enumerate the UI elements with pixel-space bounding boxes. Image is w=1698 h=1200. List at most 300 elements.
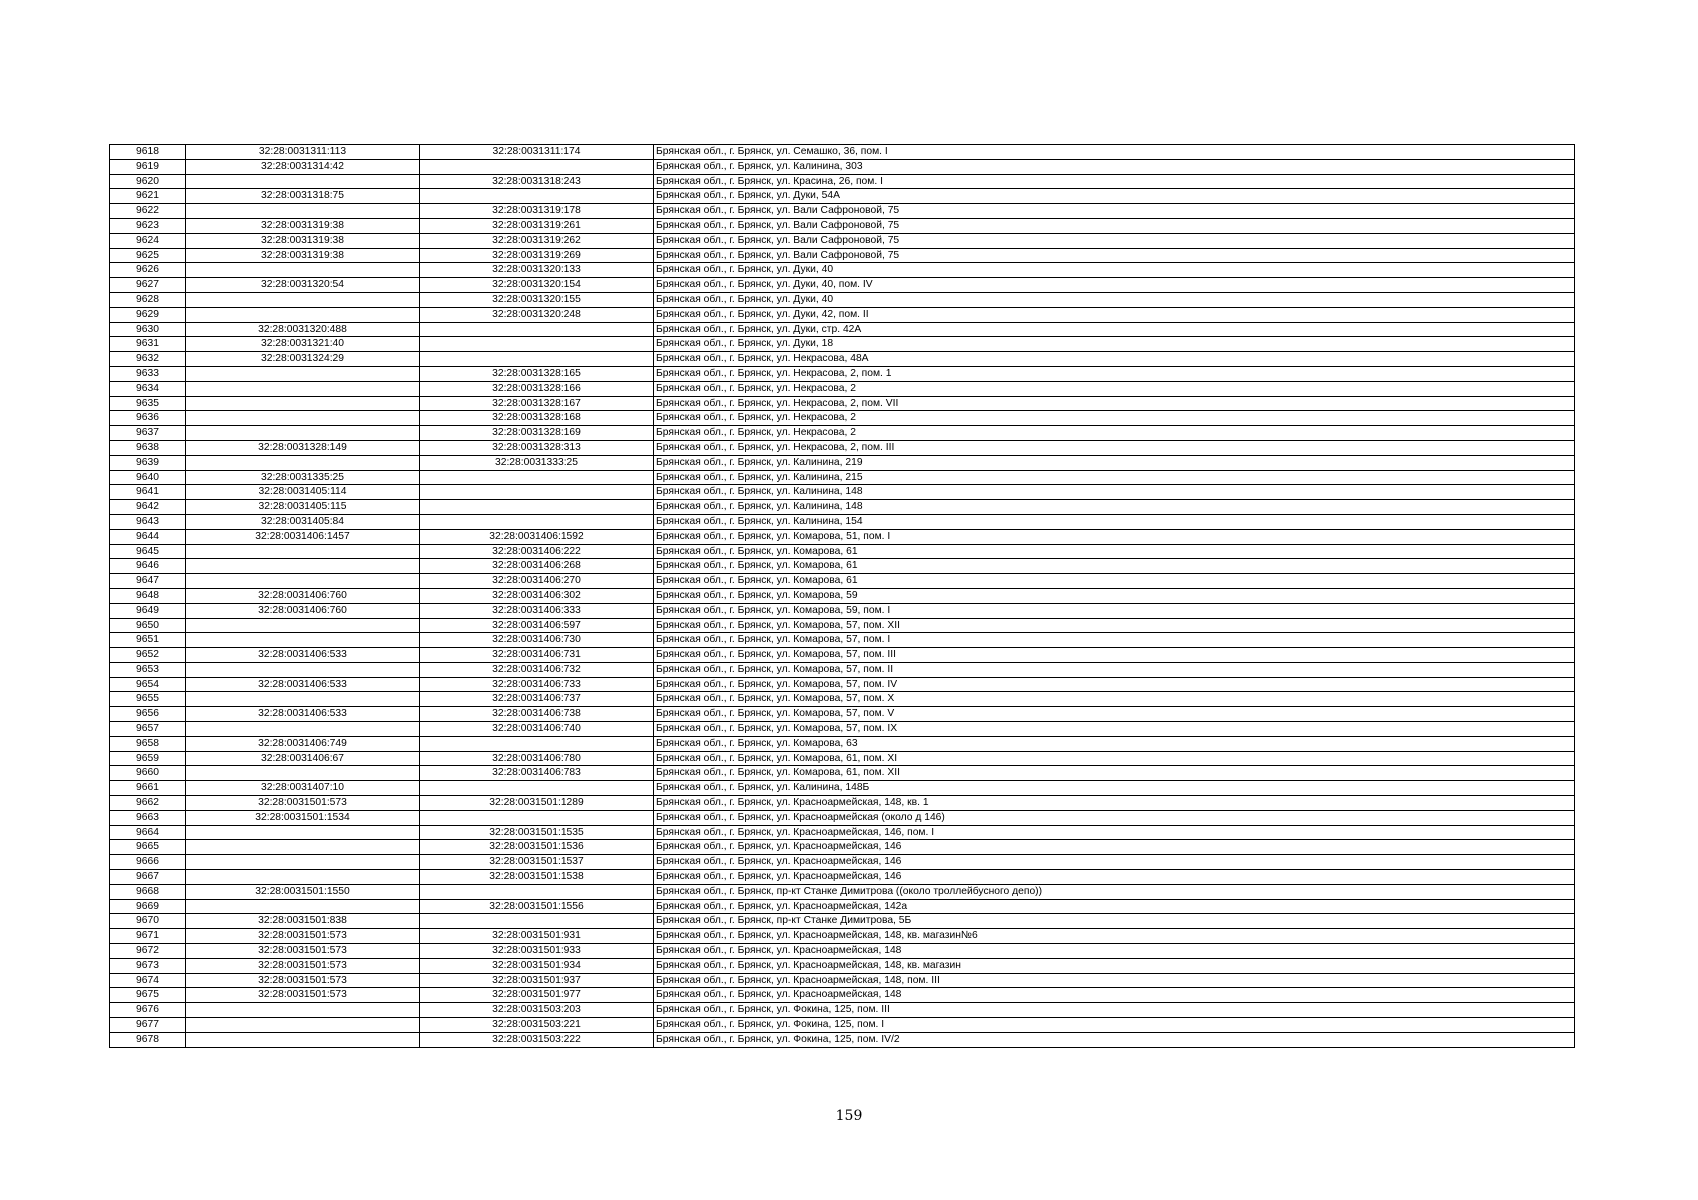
cadastral-number-object-cell: 32:28:0031406:1592 — [420, 529, 654, 544]
address-cell: Брянская обл., г. Брянск, ул. Фокина, 125, пом. I — [654, 1018, 1575, 1033]
address-cell: Брянская обл., г. Брянск, ул. Некрасова, 2, пом. III — [654, 440, 1575, 455]
table-row — [110, 292, 1575, 307]
table-row — [110, 914, 1575, 929]
row-number-cell: 9667 — [110, 870, 186, 885]
table-row — [110, 781, 1575, 796]
row-number-cell: 9619 — [110, 159, 186, 174]
table-row — [110, 648, 1575, 663]
cadastral-number-parcel-cell — [186, 633, 420, 648]
cadastral-number-object-cell: 32:28:0031319:261 — [420, 218, 654, 233]
address-cell: Брянская обл., г. Брянск, ул. Красноармейская, 146, пом. I — [654, 825, 1575, 840]
cadastral-number-parcel-cell: 32:28:0031328:149 — [186, 440, 420, 455]
address-cell: Брянская обл., г. Брянск, ул. Некрасова, 2 — [654, 411, 1575, 426]
cadastral-number-parcel-cell: 32:28:0031318:75 — [186, 189, 420, 204]
table-row — [110, 189, 1575, 204]
cadastral-number-parcel-cell: 32:28:0031311:113 — [186, 145, 420, 160]
cadastral-number-object-cell: 32:28:0031501:977 — [420, 988, 654, 1003]
address-cell: Брянская обл., г. Брянск, ул. Комарова, 57, пом. II — [654, 662, 1575, 677]
cadastral-number-parcel-cell — [186, 366, 420, 381]
table-row — [110, 396, 1575, 411]
cadastral-number-object-cell: 32:28:0031501:933 — [420, 944, 654, 959]
table-row — [110, 544, 1575, 559]
cadastral-number-object-cell: 32:28:0031328:165 — [420, 366, 654, 381]
row-number-cell: 9651 — [110, 633, 186, 648]
cadastral-number-object-cell: 32:28:0031406:733 — [420, 677, 654, 692]
cadastral-number-object-cell: 32:28:0031406:731 — [420, 648, 654, 663]
cadastral-number-object-cell: 32:28:0031406:270 — [420, 574, 654, 589]
address-cell: Брянская обл., г. Брянск, ул. Красноармейская, 148, пом. III — [654, 973, 1575, 988]
table-row — [110, 411, 1575, 426]
address-cell: Брянская обл., г. Брянск, ул. Некрасова, 48А — [654, 352, 1575, 367]
cadastral-number-object-cell: 32:28:0031501:931 — [420, 929, 654, 944]
address-cell: Брянская обл., г. Брянск, ул. Дуки, 42, пом. II — [654, 307, 1575, 322]
cadastral-number-parcel-cell — [186, 307, 420, 322]
cadastral-number-parcel-cell — [186, 899, 420, 914]
row-number-cell: 9678 — [110, 1032, 186, 1047]
row-number-cell: 9645 — [110, 544, 186, 559]
row-number-cell: 9663 — [110, 810, 186, 825]
cadastral-number-object-cell: 32:28:0031501:1556 — [420, 899, 654, 914]
row-number-cell: 9671 — [110, 929, 186, 944]
cadastral-number-parcel-cell — [186, 574, 420, 589]
row-number-cell: 9618 — [110, 145, 186, 160]
address-cell: Брянская обл., г. Брянск, ул. Комарова, 61, пом. XII — [654, 766, 1575, 781]
cadastral-number-object-cell: 32:28:0031503:203 — [420, 1003, 654, 1018]
cadastral-number-object-cell: 32:28:0031501:1537 — [420, 855, 654, 870]
table-row — [110, 159, 1575, 174]
table-row — [110, 263, 1575, 278]
cadastral-number-object-cell: 32:28:0031333:25 — [420, 455, 654, 470]
row-number-cell: 9620 — [110, 174, 186, 189]
cadastral-number-parcel-cell — [186, 426, 420, 441]
address-cell: Брянская обл., г. Брянск, ул. Дуки, 54А — [654, 189, 1575, 204]
address-cell: Брянская обл., г. Брянск, ул. Дуки, 40 — [654, 263, 1575, 278]
cadastral-number-parcel-cell: 32:28:0031501:573 — [186, 944, 420, 959]
table-row — [110, 559, 1575, 574]
cadastral-number-object-cell: 32:28:0031311:174 — [420, 145, 654, 160]
table-row — [110, 337, 1575, 352]
table-row — [110, 322, 1575, 337]
address-cell: Брянская обл., г. Брянск, ул. Комарова, 57, пом. XII — [654, 618, 1575, 633]
cadastral-number-parcel-cell — [186, 559, 420, 574]
address-cell: Брянская обл., г. Брянск, ул. Красноармейская, 148 — [654, 944, 1575, 959]
row-number-cell: 9625 — [110, 248, 186, 263]
address-cell: Брянская обл., г. Брянск, ул. Комарова, 61 — [654, 574, 1575, 589]
cadastral-number-parcel-cell: 32:28:0031501:573 — [186, 958, 420, 973]
cadastral-number-parcel-cell: 32:28:0031501:573 — [186, 973, 420, 988]
address-cell: Брянская обл., г. Брянск, ул. Комарова, 61 — [654, 559, 1575, 574]
cadastral-number-parcel-cell: 32:28:0031319:38 — [186, 248, 420, 263]
cadastral-number-parcel-cell: 32:28:0031406:533 — [186, 677, 420, 692]
address-cell: Брянская обл., г. Брянск, ул. Красноармейская (около д 146) — [654, 810, 1575, 825]
cadastral-number-parcel-cell: 32:28:0031406:533 — [186, 648, 420, 663]
row-number-cell: 9662 — [110, 796, 186, 811]
cadastral-number-object-cell — [420, 500, 654, 515]
cadastral-number-object-cell — [420, 781, 654, 796]
row-number-cell: 9646 — [110, 559, 186, 574]
address-cell: Брянская обл., г. Брянск, ул. Комарова, 61, пом. XI — [654, 751, 1575, 766]
registry-table — [109, 144, 1575, 1048]
cadastral-number-parcel-cell: 32:28:0031501:1550 — [186, 884, 420, 899]
address-cell: Брянская обл., г. Брянск, ул. Красноармейская, 148, кв. магазин№6 — [654, 929, 1575, 944]
cadastral-number-parcel-cell: 32:28:0031319:38 — [186, 218, 420, 233]
row-number-cell: 9638 — [110, 440, 186, 455]
cadastral-number-object-cell: 32:28:0031406:780 — [420, 751, 654, 766]
row-number-cell: 9674 — [110, 973, 186, 988]
row-number-cell: 9669 — [110, 899, 186, 914]
cadastral-number-object-cell: 32:28:0031320:248 — [420, 307, 654, 322]
cadastral-number-object-cell — [420, 884, 654, 899]
cadastral-number-object-cell — [420, 514, 654, 529]
cadastral-number-parcel-cell — [186, 618, 420, 633]
cadastral-number-object-cell: 32:28:0031320:133 — [420, 263, 654, 278]
cadastral-number-object-cell — [420, 470, 654, 485]
row-number-cell: 9643 — [110, 514, 186, 529]
cadastral-number-parcel-cell — [186, 840, 420, 855]
cadastral-number-parcel-cell — [186, 455, 420, 470]
address-cell: Брянская обл., г. Брянск, ул. Некрасова, 2 — [654, 381, 1575, 396]
cadastral-number-parcel-cell: 32:28:0031324:29 — [186, 352, 420, 367]
address-cell: Брянская обл., г. Брянск, ул. Дуки, 40, пом. IV — [654, 278, 1575, 293]
cadastral-number-object-cell: 32:28:0031503:222 — [420, 1032, 654, 1047]
table-row — [110, 455, 1575, 470]
row-number-cell: 9644 — [110, 529, 186, 544]
cadastral-number-parcel-cell — [186, 381, 420, 396]
table-row — [110, 278, 1575, 293]
cadastral-number-parcel-cell: 32:28:0031501:1534 — [186, 810, 420, 825]
row-number-cell: 9647 — [110, 574, 186, 589]
address-cell: Брянская обл., г. Брянск, ул. Калинина, 148 — [654, 500, 1575, 515]
address-cell: Брянская обл., г. Брянск, пр-кт Станке Димитрова ((около троллейбусного депо)) — [654, 884, 1575, 899]
table-row — [110, 855, 1575, 870]
address-cell: Брянская обл., г. Брянск, ул. Комарова, 51, пом. I — [654, 529, 1575, 544]
table-row — [110, 145, 1575, 160]
cadastral-number-object-cell: 32:28:0031320:155 — [420, 292, 654, 307]
cadastral-number-object-cell: 32:28:0031406:730 — [420, 633, 654, 648]
cadastral-number-parcel-cell: 32:28:0031407:10 — [186, 781, 420, 796]
cadastral-number-object-cell — [420, 159, 654, 174]
table-row — [110, 352, 1575, 367]
cadastral-number-parcel-cell: 32:28:0031335:25 — [186, 470, 420, 485]
table-row — [110, 588, 1575, 603]
cadastral-number-parcel-cell: 32:28:0031406:760 — [186, 588, 420, 603]
cadastral-number-parcel-cell: 32:28:0031501:573 — [186, 796, 420, 811]
address-cell: Брянская обл., г. Брянск, ул. Красноармейская, 148, кв. 1 — [654, 796, 1575, 811]
cadastral-number-parcel-cell — [186, 870, 420, 885]
cadastral-number-object-cell: 32:28:0031328:166 — [420, 381, 654, 396]
table-row — [110, 958, 1575, 973]
table-row — [110, 662, 1575, 677]
cadastral-number-parcel-cell: 32:28:0031321:40 — [186, 337, 420, 352]
cadastral-number-parcel-cell — [186, 1003, 420, 1018]
cadastral-number-parcel-cell — [186, 411, 420, 426]
row-number-cell: 9673 — [110, 958, 186, 973]
registry-table-body — [110, 145, 1575, 1048]
cadastral-number-object-cell: 32:28:0031501:1289 — [420, 796, 654, 811]
address-cell: Брянская обл., г. Брянск, ул. Комарова, 57, пом. V — [654, 707, 1575, 722]
cadastral-number-parcel-cell: 32:28:0031320:54 — [186, 278, 420, 293]
cadastral-number-object-cell: 32:28:0031406:222 — [420, 544, 654, 559]
row-number-cell: 9652 — [110, 648, 186, 663]
cadastral-number-object-cell: 32:28:0031501:934 — [420, 958, 654, 973]
row-number-cell: 9642 — [110, 500, 186, 515]
table-row — [110, 944, 1575, 959]
table-row — [110, 751, 1575, 766]
address-cell: Брянская обл., г. Брянск, ул. Комарова, 57, пом. X — [654, 692, 1575, 707]
row-number-cell: 9631 — [110, 337, 186, 352]
address-cell: Брянская обл., г. Брянск, ул. Дуки, 18 — [654, 337, 1575, 352]
row-number-cell: 9634 — [110, 381, 186, 396]
cadastral-number-object-cell — [420, 810, 654, 825]
row-number-cell: 9632 — [110, 352, 186, 367]
address-cell: Брянская обл., г. Брянск, ул. Красноармейская, 146 — [654, 840, 1575, 855]
table-row — [110, 426, 1575, 441]
cadastral-number-object-cell: 32:28:0031328:313 — [420, 440, 654, 455]
row-number-cell: 9640 — [110, 470, 186, 485]
row-number-cell: 9635 — [110, 396, 186, 411]
address-cell: Брянская обл., г. Брянск, ул. Калинина, 219 — [654, 455, 1575, 470]
row-number-cell: 9661 — [110, 781, 186, 796]
table-row — [110, 722, 1575, 737]
table-row — [110, 884, 1575, 899]
table-row — [110, 929, 1575, 944]
address-cell: Брянская обл., г. Брянск, ул. Калинина, 215 — [654, 470, 1575, 485]
row-number-cell: 9623 — [110, 218, 186, 233]
address-cell: Брянская обл., г. Брянск, ул. Комарова, 57, пом. I — [654, 633, 1575, 648]
cadastral-number-object-cell: 32:28:0031406:268 — [420, 559, 654, 574]
row-number-cell: 9641 — [110, 485, 186, 500]
cadastral-number-parcel-cell: 32:28:0031501:573 — [186, 988, 420, 1003]
cadastral-number-object-cell — [420, 189, 654, 204]
table-row — [110, 633, 1575, 648]
table-row — [110, 899, 1575, 914]
cadastral-number-parcel-cell — [186, 292, 420, 307]
row-number-cell: 9670 — [110, 914, 186, 929]
table-row — [110, 366, 1575, 381]
cadastral-number-object-cell: 32:28:0031406:740 — [420, 722, 654, 737]
row-number-cell: 9665 — [110, 840, 186, 855]
cadastral-number-object-cell: 32:28:0031501:937 — [420, 973, 654, 988]
cadastral-number-parcel-cell: 32:28:0031319:38 — [186, 233, 420, 248]
table-row — [110, 381, 1575, 396]
cadastral-number-object-cell — [420, 736, 654, 751]
row-number-cell: 9637 — [110, 426, 186, 441]
cadastral-number-parcel-cell — [186, 662, 420, 677]
cadastral-number-parcel-cell: 32:28:0031406:749 — [186, 736, 420, 751]
row-number-cell: 9624 — [110, 233, 186, 248]
row-number-cell: 9621 — [110, 189, 186, 204]
row-number-cell: 9648 — [110, 588, 186, 603]
address-cell: Брянская обл., г. Брянск, ул. Красноармейская, 148, кв. магазин — [654, 958, 1575, 973]
cadastral-number-parcel-cell: 32:28:0031501:838 — [186, 914, 420, 929]
table-row — [110, 233, 1575, 248]
cadastral-number-object-cell: 32:28:0031406:597 — [420, 618, 654, 633]
cadastral-number-parcel-cell: 32:28:0031406:67 — [186, 751, 420, 766]
table-row — [110, 736, 1575, 751]
cadastral-number-parcel-cell: 32:28:0031405:114 — [186, 485, 420, 500]
table-row — [110, 766, 1575, 781]
address-cell: Брянская обл., г. Брянск, ул. Некрасова, 2, пом. VII — [654, 396, 1575, 411]
address-cell: Брянская обл., г. Брянск, ул. Вали Сафроновой, 75 — [654, 204, 1575, 219]
cadastral-number-object-cell: 32:28:0031501:1535 — [420, 825, 654, 840]
row-number-cell: 9627 — [110, 278, 186, 293]
cadastral-number-parcel-cell — [186, 766, 420, 781]
row-number-cell: 9630 — [110, 322, 186, 337]
row-number-cell: 9649 — [110, 603, 186, 618]
cadastral-number-object-cell: 32:28:0031319:178 — [420, 204, 654, 219]
cadastral-number-parcel-cell: 32:28:0031406:1457 — [186, 529, 420, 544]
table-row — [110, 707, 1575, 722]
table-row — [110, 825, 1575, 840]
cadastral-number-object-cell — [420, 485, 654, 500]
cadastral-number-object-cell — [420, 352, 654, 367]
cadastral-number-object-cell: 32:28:0031406:333 — [420, 603, 654, 618]
address-cell: Брянская обл., г. Брянск, ул. Красноармейская, 146 — [654, 855, 1575, 870]
address-cell: Брянская обл., г. Брянск, ул. Вали Сафроновой, 75 — [654, 218, 1575, 233]
address-cell: Брянская обл., г. Брянск, ул. Дуки, 40 — [654, 292, 1575, 307]
table-row — [110, 1018, 1575, 1033]
cadastral-number-parcel-cell: 32:28:0031405:115 — [186, 500, 420, 515]
cadastral-number-object-cell: 32:28:0031319:269 — [420, 248, 654, 263]
cadastral-number-parcel-cell: 32:28:0031320:488 — [186, 322, 420, 337]
cadastral-number-parcel-cell — [186, 396, 420, 411]
address-cell: Брянская обл., г. Брянск, ул. Калинина, 303 — [654, 159, 1575, 174]
cadastral-number-parcel-cell — [186, 544, 420, 559]
address-cell: Брянская обл., г. Брянск, ул. Калинина, 148Б — [654, 781, 1575, 796]
address-cell: Брянская обл., г. Брянск, ул. Комарова, 61 — [654, 544, 1575, 559]
table-row — [110, 485, 1575, 500]
table-row — [110, 470, 1575, 485]
cadastral-number-object-cell: 32:28:0031318:243 — [420, 174, 654, 189]
cadastral-number-object-cell: 32:28:0031406:302 — [420, 588, 654, 603]
row-number-cell: 9628 — [110, 292, 186, 307]
cadastral-number-parcel-cell — [186, 174, 420, 189]
row-number-cell: 9658 — [110, 736, 186, 751]
row-number-cell: 9626 — [110, 263, 186, 278]
cadastral-number-parcel-cell: 32:28:0031405:84 — [186, 514, 420, 529]
table-row — [110, 248, 1575, 263]
address-cell: Брянская обл., г. Брянск, ул. Вали Сафроновой, 75 — [654, 233, 1575, 248]
cadastral-number-parcel-cell — [186, 1018, 420, 1033]
cadastral-number-object-cell: 32:28:0031501:1536 — [420, 840, 654, 855]
table-row — [110, 1032, 1575, 1047]
table-row — [110, 796, 1575, 811]
row-number-cell: 9656 — [110, 707, 186, 722]
cadastral-number-object-cell: 32:28:0031328:167 — [420, 396, 654, 411]
address-cell: Брянская обл., г. Брянск, ул. Вали Сафроновой, 75 — [654, 248, 1575, 263]
address-cell: Брянская обл., г. Брянск, ул. Семашко, 36, пом. I — [654, 145, 1575, 160]
row-number-cell: 9654 — [110, 677, 186, 692]
table-row — [110, 218, 1575, 233]
address-cell: Брянская обл., г. Брянск, ул. Комарова, 63 — [654, 736, 1575, 751]
cadastral-number-parcel-cell — [186, 722, 420, 737]
address-cell: Брянская обл., г. Брянск, ул. Комарова, 57, пом. IV — [654, 677, 1575, 692]
address-cell: Брянская обл., г. Брянск, ул. Комарова, 57, пом. III — [654, 648, 1575, 663]
table-row — [110, 603, 1575, 618]
row-number-cell: 9676 — [110, 1003, 186, 1018]
row-number-cell: 9660 — [110, 766, 186, 781]
row-number-cell: 9657 — [110, 722, 186, 737]
address-cell: Брянская обл., г. Брянск, ул. Калинина, 148 — [654, 485, 1575, 500]
table-row — [110, 174, 1575, 189]
table-row — [110, 1003, 1575, 1018]
row-number-cell: 9659 — [110, 751, 186, 766]
cadastral-number-object-cell: 32:28:0031319:262 — [420, 233, 654, 248]
cadastral-number-parcel-cell — [186, 692, 420, 707]
row-number-cell: 9677 — [110, 1018, 186, 1033]
address-cell: Брянская обл., г. Брянск, ул. Комарова, 57, пом. IX — [654, 722, 1575, 737]
cadastral-number-parcel-cell — [186, 204, 420, 219]
table-row — [110, 204, 1575, 219]
address-cell: Брянская обл., г. Брянск, ул. Фокина, 125, пом. III — [654, 1003, 1575, 1018]
address-cell: Брянская обл., г. Брянск, ул. Комарова, 59, пом. I — [654, 603, 1575, 618]
cadastral-number-object-cell: 32:28:0031406:737 — [420, 692, 654, 707]
cadastral-number-parcel-cell: 32:28:0031314:42 — [186, 159, 420, 174]
cadastral-number-object-cell: 32:28:0031328:168 — [420, 411, 654, 426]
address-cell: Брянская обл., г. Брянск, ул. Красноармейская, 146 — [654, 870, 1575, 885]
table-row — [110, 870, 1575, 885]
address-cell: Брянская обл., г. Брянск, ул. Дуки, стр. 42А — [654, 322, 1575, 337]
table-row — [110, 692, 1575, 707]
cadastral-number-parcel-cell: 32:28:0031501:573 — [186, 929, 420, 944]
address-cell: Брянская обл., г. Брянск, пр-кт Станке Димитрова, 5Б — [654, 914, 1575, 929]
address-cell: Брянская обл., г. Брянск, ул. Красина, 26, пом. I — [654, 174, 1575, 189]
table-row — [110, 529, 1575, 544]
cadastral-number-parcel-cell: 32:28:0031406:760 — [186, 603, 420, 618]
address-cell: Брянская обл., г. Брянск, ул. Фокина, 125, пом. IV/2 — [654, 1032, 1575, 1047]
cadastral-number-parcel-cell — [186, 263, 420, 278]
row-number-cell: 9655 — [110, 692, 186, 707]
row-number-cell: 9668 — [110, 884, 186, 899]
table-row — [110, 440, 1575, 455]
cadastral-number-object-cell: 32:28:0031406:732 — [420, 662, 654, 677]
table-row — [110, 514, 1575, 529]
cadastral-number-object-cell: 32:28:0031320:154 — [420, 278, 654, 293]
table-row — [110, 840, 1575, 855]
cadastral-number-parcel-cell — [186, 1032, 420, 1047]
cadastral-number-parcel-cell: 32:28:0031406:533 — [186, 707, 420, 722]
table-row — [110, 500, 1575, 515]
table-row — [110, 677, 1575, 692]
row-number-cell: 9666 — [110, 855, 186, 870]
row-number-cell: 9639 — [110, 455, 186, 470]
cadastral-number-parcel-cell — [186, 855, 420, 870]
cadastral-number-object-cell: 32:28:0031406:783 — [420, 766, 654, 781]
row-number-cell: 9672 — [110, 944, 186, 959]
row-number-cell: 9629 — [110, 307, 186, 322]
table-row — [110, 988, 1575, 1003]
cadastral-number-object-cell — [420, 337, 654, 352]
address-cell: Брянская обл., г. Брянск, ул. Калинина, 154 — [654, 514, 1575, 529]
address-cell: Брянская обл., г. Брянск, ул. Комарова, 59 — [654, 588, 1575, 603]
cadastral-number-object-cell: 32:28:0031501:1538 — [420, 870, 654, 885]
cadastral-number-parcel-cell — [186, 825, 420, 840]
row-number-cell: 9622 — [110, 204, 186, 219]
row-number-cell: 9650 — [110, 618, 186, 633]
page-number: 159 — [835, 1108, 863, 1124]
cadastral-number-object-cell: 32:28:0031328:169 — [420, 426, 654, 441]
row-number-cell: 9675 — [110, 988, 186, 1003]
table-row — [110, 810, 1575, 825]
row-number-cell: 9633 — [110, 366, 186, 381]
table-row — [110, 618, 1575, 633]
cadastral-number-object-cell — [420, 914, 654, 929]
address-cell: Брянская обл., г. Брянск, ул. Некрасова, 2 — [654, 426, 1575, 441]
table-row — [110, 973, 1575, 988]
row-number-cell: 9653 — [110, 662, 186, 677]
address-cell: Брянская обл., г. Брянск, ул. Красноармейская, 148 — [654, 988, 1575, 1003]
address-cell: Брянская обл., г. Брянск, ул. Некрасова, 2, пом. 1 — [654, 366, 1575, 381]
